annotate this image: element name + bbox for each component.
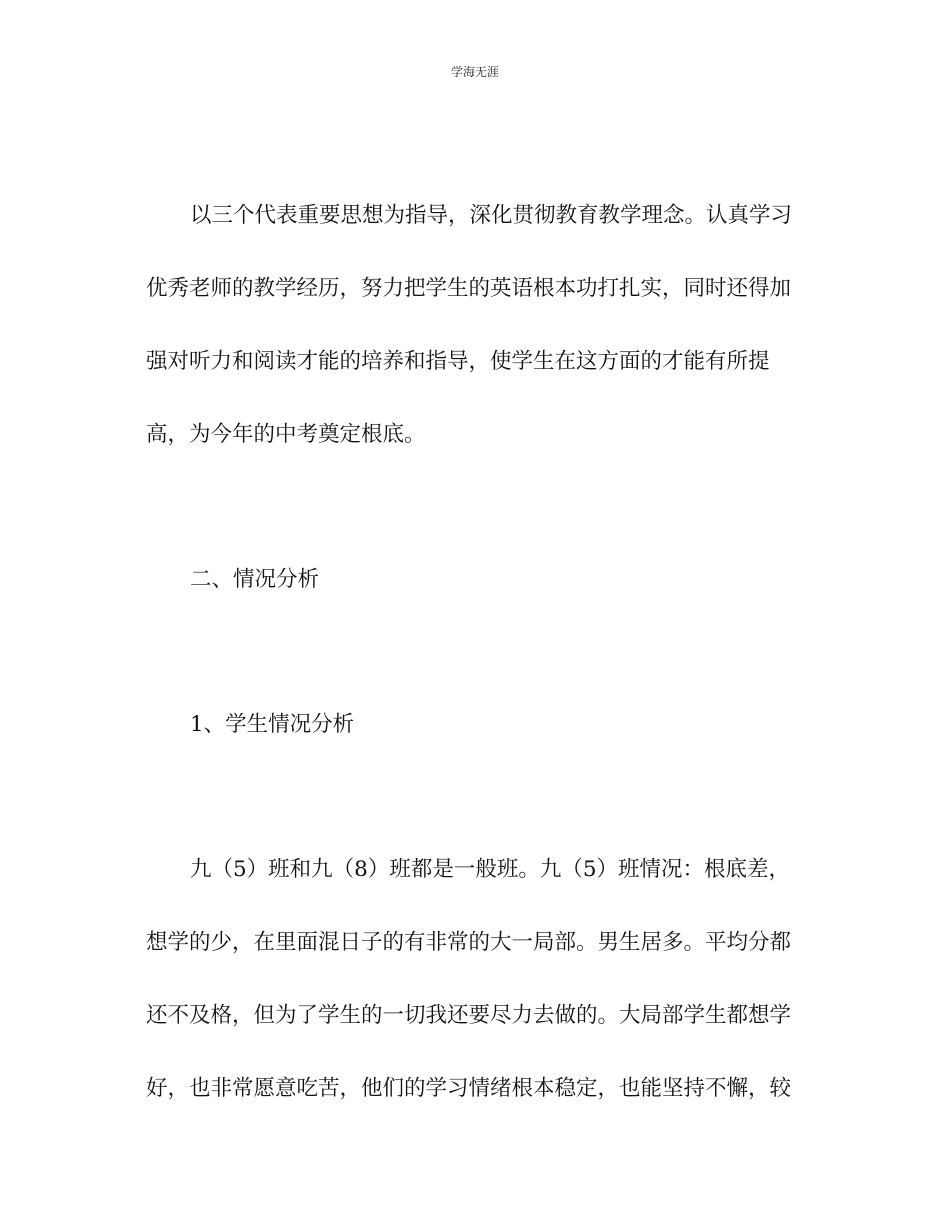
- paragraph-2-line-2: 想学的少，在里面混日子的有非常的大一局部。男生居多。平均分都: [146, 930, 792, 955]
- paragraph-1-line-2: 优秀老师的教学经历，努力把学生的英语根本功打扎实，同时还得加: [146, 276, 792, 301]
- subsection-heading-student-analysis: 1、学生情况分析: [190, 712, 355, 737]
- paragraph-2-line-1: 九（5）班和九（8）班都是一般班。九（5）班情况：根底差，: [190, 857, 791, 882]
- paragraph-1-line-3: 强对听力和阅读才能的培养和指导，使学生在这方面的才能有所提: [146, 349, 770, 374]
- paragraph-2-line-4: 好，也非常愿意吃苦，他们的学习情绪根本稳定，也能坚持不懈，较: [146, 1076, 792, 1101]
- paragraph-1-line-4: 高，为今年的中考奠定根底。: [146, 422, 426, 447]
- page-header: 学海无涯: [450, 65, 499, 79]
- paragraph-1-line-1: 以三个代表重要思想为指导，深化贯彻教育教学理念。认真学习: [190, 203, 793, 228]
- section-heading-situation-analysis: 二、情况分析: [190, 567, 320, 592]
- paragraph-2-line-3: 还不及格，但为了学生的一切我还要尽力去做的。大局部学生都想学: [146, 1003, 792, 1028]
